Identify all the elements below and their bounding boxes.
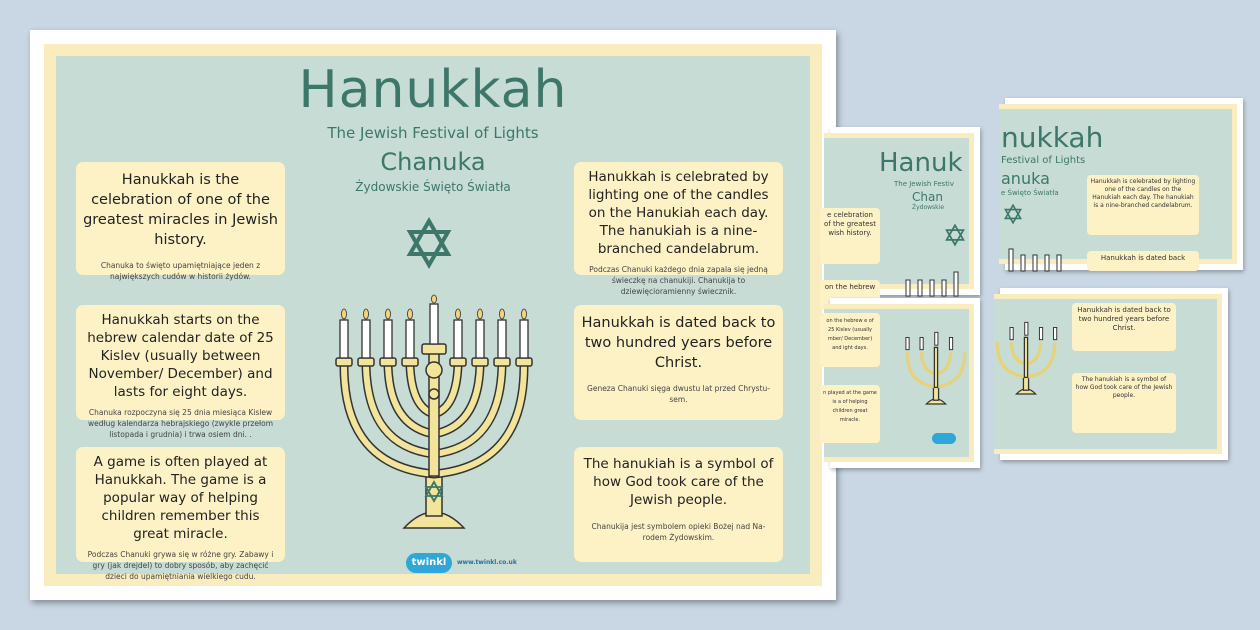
menorah-icon (994, 299, 1058, 419)
thumb-fact-text: e celebration of the greatest wish history. (824, 211, 876, 237)
thumb-fact-box (820, 313, 880, 367)
thumb-fact-text: Hanukkah is celebrated by lighting one of the candles on the Hanukiah each day. The hanukiah is a nine-branched candelabrum. (1090, 178, 1196, 209)
fact-box (76, 305, 285, 439)
fact-translation: Chanuka rozpoczyna się 25 dnia miesiąca Kislew według kalendarza hebrajskiego (zwykle przełom listopada i grudnia) i trwa osiem dni. . (87, 408, 273, 439)
fact-text: Hanukkah is dated back to two hundred years before Christ. (581, 315, 776, 371)
preview-thumbnail (1001, 98, 1243, 270)
twinkl-logo (932, 433, 956, 444)
poster-subtitle: The Jewish Festival of Lights (327, 124, 539, 142)
thumb-fact-text: n played at the game is a of helping children great miracle. (823, 390, 877, 423)
preview-thumbnail (824, 127, 980, 295)
candles-icon (904, 268, 964, 298)
thumb-fact-text: on the hebrew e of 25 Kislev (usually mber/ December) and ight days. (826, 318, 874, 351)
fact-text: A game is often played at Hanukkah. The game is a popular way of helping children remember this great miracle. (93, 454, 268, 542)
thumb-fact-text: Hanukkah is dated back (1100, 254, 1186, 262)
thumb-fact-box (820, 385, 880, 443)
website-url: www.twinkl.co.uk (457, 559, 517, 566)
thumb-title: nukkah (1001, 121, 1104, 154)
thumb-subtitle-polish: e Święto Światła (1001, 189, 1059, 197)
thumb-fact-box (1087, 175, 1199, 235)
thumb-title: Hanuk (879, 148, 963, 178)
poster-subtitle-polish: Żydowskie Święto Światła (355, 180, 511, 194)
thumb-subtitle: Festival of Lights (1001, 155, 1086, 166)
thumb-title-polish: Chan (912, 190, 943, 204)
fact-box (574, 305, 783, 420)
poster-title: Hanukkah (298, 60, 568, 120)
poster-title-polish: Chanuka (380, 148, 486, 176)
fact-translation: Chanukija jest symbolem opieki Bożej nad Na-rodem Żydowskim. (591, 522, 766, 542)
candles-icon (1007, 243, 1067, 273)
fact-text: The hanukiah is a symbol of how God took care of the Jewish people. (583, 456, 774, 508)
fact-box (76, 447, 285, 581)
thumb-subtitle: The Jewish Festiv (894, 180, 955, 188)
fact-translation: Podczas Chanuki każdego dnia zapala się jedną świeczkę na chanukiji. Chanukija to dziewięcioramienny świecznik. (589, 265, 768, 296)
main-poster (30, 30, 836, 600)
star-of-david-icon (944, 224, 966, 246)
thumb-fact-box (1087, 251, 1199, 271)
menorah-icon (334, 296, 534, 541)
fact-translation: Chanuka to święto upamiętniające jeden z największych cudów w historii żydów. (100, 261, 261, 281)
thumb-title-polish: anuka (1001, 169, 1050, 188)
fact-box (574, 447, 783, 562)
preview-thumbnail (1000, 288, 1228, 460)
poster-frame (44, 44, 822, 586)
fact-translation: Podczas Chanuki grywa się w różne gry. Zabawy i gry (jak drejdel) to dobry sposób, aby zachęcić dzieci do upamiętniania wielkiego cudu. (87, 550, 274, 581)
fact-text: Hanukkah is the celebration of one of the greatest miracles in Jewish history. (83, 172, 278, 248)
thumb-fact-text: on the hebrew (824, 283, 876, 291)
thumb-fact-box (820, 208, 880, 264)
fact-box (76, 162, 285, 281)
thumb-fact-text: Hanukkah is dated back to two hundred years before Christ. (1077, 306, 1171, 332)
thumb-fact-box (1072, 373, 1176, 433)
star-of-david-icon (1003, 203, 1023, 225)
thumb-subtitle-polish: Żydowskie (912, 204, 945, 211)
fact-translation: Geneza Chanuki sięga dwustu lat przed Chrystu-sem. (587, 384, 770, 404)
menorah-icon (904, 309, 968, 429)
fact-text: Hanukkah starts on the hebrew calendar date of 25 Kislev (usually between November/ December) and lasts for eight days. (87, 312, 274, 400)
poster-panel (56, 56, 810, 581)
fact-text: Hanukkah is celebrated by lighting one of the candles on the Hanukiah each day. The hanukiah is a nine-branched candelabrum. (588, 169, 769, 257)
thumb-fact-box (1072, 303, 1176, 351)
preview-thumbnail (823, 298, 980, 468)
fact-box (574, 162, 783, 296)
twinkl-logo: twinkl (406, 553, 452, 573)
star-of-david-icon (404, 218, 454, 268)
thumb-fact-text: The hanukiah is a symbol of how God took care of the Jewish people. (1075, 376, 1173, 399)
